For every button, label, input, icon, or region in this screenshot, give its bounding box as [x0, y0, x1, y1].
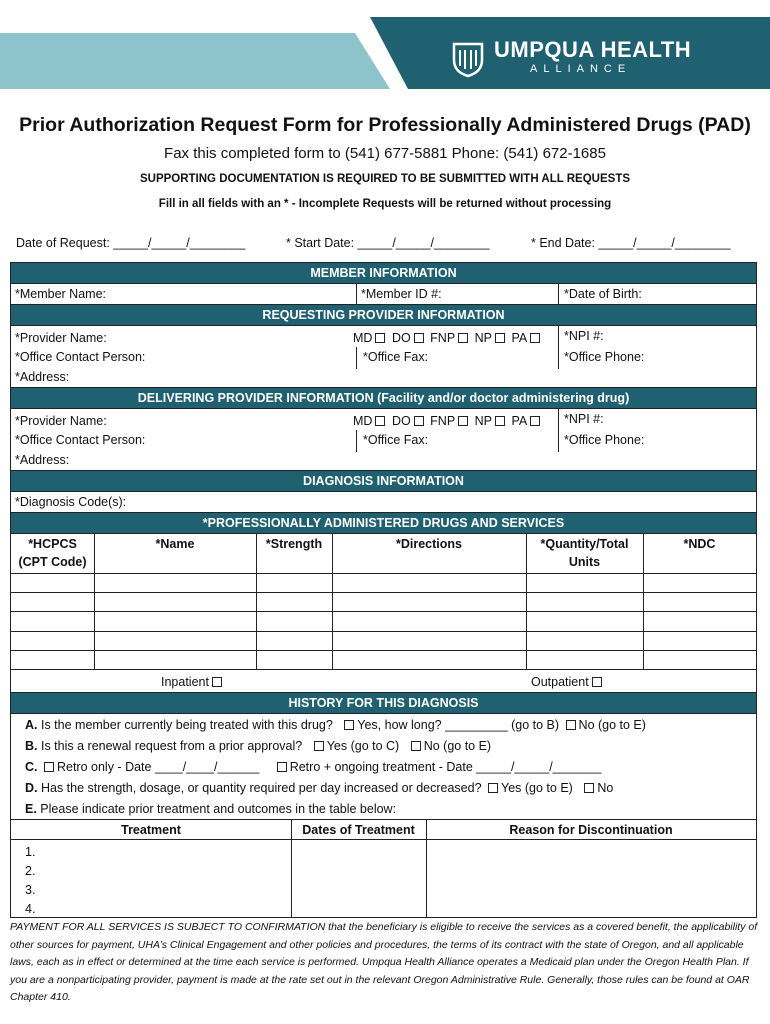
uha-logo-icon	[448, 38, 488, 78]
brand-name: UMPQUA HEALTH	[494, 37, 692, 62]
delivering-provider-name-field[interactable]: *Provider Name:	[15, 414, 107, 428]
outpatient-label: Outpatient	[531, 675, 589, 689]
credential-do-label: DO	[391, 331, 411, 345]
credential-pa-label: PA	[511, 414, 528, 428]
delivering-provider-header: DELIVERING PROVIDER INFORMATION (Facility and/or doctor administering drug)	[11, 388, 756, 408]
credential-pa-label: PA	[511, 331, 528, 345]
credential-md-label: MD	[353, 414, 373, 428]
inpatient-option	[161, 673, 225, 691]
md-checkbox[interactable]	[375, 416, 385, 426]
do-checkbox[interactable]	[414, 416, 424, 426]
delivering-fax-field[interactable]: *Office Fax:	[363, 433, 429, 447]
name-column-header: *Name	[155, 537, 195, 551]
credential-np-label: NP	[474, 414, 493, 428]
a-yes-label: Yes, how long? _________ (go to B)	[357, 718, 560, 732]
credential-md-label: MD	[353, 331, 373, 345]
outpatient-option	[531, 673, 605, 691]
b-yes-label: Yes (go to C)	[326, 739, 400, 753]
c-retro-checkbox[interactable]	[44, 762, 54, 772]
treatment-column-header: Treatment	[121, 823, 181, 837]
treatment-row-4[interactable]: 4.	[25, 902, 36, 916]
question-b: B. Is this a renewal request from a prior approval? Yes (go to C) No (go to E)	[25, 739, 492, 753]
member-info-header: MEMBER INFORMATION	[11, 263, 756, 283]
fnp-checkbox[interactable]	[458, 416, 468, 426]
end-date-field[interactable]: * End Date: _____/_____/________	[531, 236, 731, 250]
authorization-form	[10, 262, 757, 918]
hcpcs-column-header: *HCPCS (CPT Code)	[18, 537, 87, 569]
diagnosis-info-header: DIAGNOSIS INFORMATION	[11, 471, 756, 491]
d-yes-label: Yes (go to E)	[501, 781, 573, 795]
dates-column-header: Dates of Treatment	[302, 823, 415, 837]
payment-disclaimer: PAYMENT FOR ALL SERVICES IS SUBJECT TO CONFIRMATION that the beneficiary is eligible to receive the services as a covered benefit, the applicability of other sources for payment, UHA’s Clinical Engagement and other policies and procedures, the terms of its contract with the state of Oregon, and all applicable laws, each as in effect or determined at the time each service is performed. Umpqua Health Alliance operates a Medicaid plan under the Oregon Health Plan. If you are a nonparticipating provider, payment is made at the rate set out in the relevant Oregon Administrative Rule. Generally, those rules can be found at OAR Chapter 410.	[10, 921, 758, 1003]
reason-column-header: Reason for Discontinuation	[509, 823, 673, 837]
a-yes-checkbox[interactable]	[344, 720, 354, 730]
a-no-checkbox[interactable]	[566, 720, 576, 730]
requesting-provider-name-field[interactable]: *Provider Name:	[15, 331, 107, 345]
quantity-column-header: *Quantity/Total Units	[540, 537, 629, 569]
brand-logo	[448, 36, 691, 80]
requesting-provider-header: REQUESTING PROVIDER INFORMATION	[11, 305, 756, 325]
treatment-row-1[interactable]: 1.	[25, 845, 36, 859]
date-of-request-field[interactable]: Date of Request: _____/_____/________	[16, 236, 246, 250]
md-checkbox[interactable]	[375, 333, 385, 343]
treatment-row-3[interactable]: 3.	[25, 883, 36, 897]
credential-fnp-label: FNP	[430, 414, 456, 428]
delivering-phone-field[interactable]: *Office Phone:	[564, 433, 645, 447]
do-checkbox[interactable]	[414, 333, 424, 343]
member-name-field[interactable]: *Member Name:	[15, 287, 106, 301]
inpatient-checkbox[interactable]	[212, 677, 222, 687]
brand-subname: ALLIANCE	[530, 63, 632, 75]
delivering-contact-field[interactable]: *Office Contact Person:	[15, 433, 146, 447]
credential-do-label: DO	[391, 414, 411, 428]
credential-fnp-label: FNP	[430, 331, 456, 345]
inpatient-label: Inpatient	[161, 675, 209, 689]
outpatient-checkbox[interactable]	[592, 677, 602, 687]
pa-checkbox[interactable]	[530, 416, 540, 426]
b-yes-checkbox[interactable]	[314, 741, 324, 751]
np-checkbox[interactable]	[495, 333, 505, 343]
requesting-address-field[interactable]: *Address:	[15, 370, 70, 384]
question-d: D. Has the strength, dosage, or quantity required per day increased or decreased? Yes (go to E) No	[25, 781, 614, 795]
delivering-address-field[interactable]: *Address:	[15, 453, 70, 467]
ndc-column-header: *NDC	[683, 537, 716, 551]
d-no-checkbox[interactable]	[584, 783, 594, 793]
c-retro-ongoing-label: Retro + ongoing treatment - Date _____/_____/_______	[289, 760, 602, 774]
requesting-credential-options	[353, 329, 543, 347]
pa-checkbox[interactable]	[530, 333, 540, 343]
header-band-light	[0, 33, 390, 89]
start-date-field[interactable]: * Start Date: _____/_____/________	[286, 236, 490, 250]
c-retro-ongoing-checkbox[interactable]	[277, 762, 287, 772]
fnp-checkbox[interactable]	[458, 333, 468, 343]
c-retro-label: Retro only - Date ____/____/______	[56, 760, 260, 774]
delivering-credential-options	[353, 412, 543, 430]
strength-column-header: *Strength	[265, 537, 323, 551]
diagnosis-codes-field[interactable]: *Diagnosis Code(s):	[15, 495, 127, 509]
credential-np-label: NP	[474, 331, 493, 345]
directions-column-header: *Directions	[396, 537, 462, 551]
documentation-note: SUPPORTING DOCUMENTATION IS REQUIRED TO BE SUBMITTED WITH ALL REQUESTS	[139, 173, 631, 185]
date-of-birth-field[interactable]: *Date of Birth:	[564, 287, 642, 301]
treatment-row-2[interactable]: 2.	[25, 864, 36, 878]
drugs-services-header: *PROFESSIONALLY ADMINISTERED DRUGS AND SERVICES	[11, 513, 756, 533]
d-no-label: No	[597, 781, 614, 795]
question-c: C. Retro only - Date ____/____/______ Retro + ongoing treatment - Date _____/_____/_______	[25, 760, 602, 774]
a-no-label: No (go to E)	[578, 718, 646, 732]
form-title: Prior Authorization Request Form for Professionally Administered Drugs (PAD)	[19, 114, 751, 136]
question-a: A. Is the member currently being treated with this drug? Yes, how long? _________ (go to B) No (go to E)	[25, 718, 646, 732]
fax-phone-line: Fax this completed form to (541) 677-5881 Phone: (541) 672-1685	[164, 145, 606, 162]
requesting-phone-field[interactable]: *Office Phone:	[564, 350, 645, 364]
b-no-label: No (go to E)	[423, 739, 492, 753]
requesting-fax-field[interactable]: *Office Fax:	[363, 350, 429, 364]
question-e: E. Please indicate prior treatment and outcomes in the table below:	[25, 802, 397, 816]
requesting-contact-field[interactable]: *Office Contact Person:	[15, 350, 146, 364]
np-checkbox[interactable]	[495, 416, 505, 426]
member-id-field[interactable]: *Member ID #:	[361, 287, 442, 301]
requesting-npi-field[interactable]: *NPI #:	[564, 329, 604, 343]
delivering-npi-field[interactable]: *NPI #:	[564, 412, 604, 426]
history-header: HISTORY FOR THIS DIAGNOSIS	[11, 693, 756, 713]
d-yes-checkbox[interactable]	[488, 783, 498, 793]
b-no-checkbox[interactable]	[411, 741, 421, 751]
required-fields-note: Fill in all fields with an * - Incomplete Requests will be returned without processing	[158, 198, 612, 210]
